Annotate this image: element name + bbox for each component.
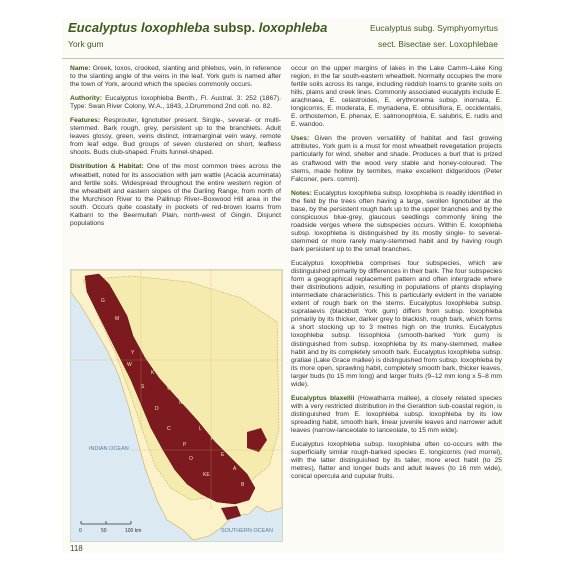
paragraph-label: Name: [70, 65, 91, 72]
section-label: sect. Bisectae ser. Loxophlebae [377, 39, 498, 49]
scale-label-100: 100 km [125, 528, 142, 534]
paragraph-label: Features: [70, 117, 101, 125]
paragraph-label: Eucalyptus blaxellii [291, 394, 355, 402]
map-marker: Y [131, 350, 135, 356]
page-number: 118 [70, 544, 83, 553]
right-paragraph [291, 190, 502, 254]
map-marker: E [221, 452, 225, 458]
map-marker: M [115, 316, 120, 322]
scale-label-0: 0 [79, 528, 82, 534]
paragraph-label: Notes: [291, 189, 312, 197]
paragraph-label: Authority: [70, 95, 102, 103]
map-marker: H [221, 422, 225, 428]
right-column [291, 65, 502, 487]
paragraph-text: Resprouter, lignotuber present. Single-, several- or multi-stemmed. Bark rough, grey, persistent up to the branchlets. Adult leaves glossy, green, veins distinct, intramarginal vein wavy, remote from leaf edge. Bud groups of seven clustered on short, leafless shoots. Buds club-shaped. Fruits funnel-shaped. [70, 117, 281, 157]
ocean-label-southern: SOUTHERN OCEAN [221, 528, 273, 534]
paragraph-text: One of the most common trees across the wheatbelt, noted for its association with jam wattle (Acacia acuminata) and fertile soils. Widespread throughout the entire western region of the wheatbelt and eastern slopes of the Darling Range, from north of the Murchison River to the Pallinup River–Boxwood Hill area in the south. Occurs quite coastally in pockets of red-brown loams from Kalbarri to the Beermullah Plain, north-west of Gingin. Disjunct populations [70, 163, 282, 227]
right-paragraph [291, 260, 502, 389]
map-marker: C [167, 426, 171, 432]
species-title [68, 20, 327, 35]
map-marker: L [199, 426, 202, 432]
map-marker: N [179, 400, 183, 406]
map-svg [71, 270, 282, 541]
scale-label-50: 50 [101, 528, 107, 534]
paragraph-text: Eucalyptus loxophleba Benth., Fl. Austral. 3: 252 (1867). Type: Swan River Colony, W.A., 1843, J.Drummond 2nd coll. no. 82. [70, 95, 281, 111]
title-genus-species: Eucalyptus loxophleba [68, 20, 210, 35]
map-marker: R [211, 436, 215, 442]
right-paragraph [291, 441, 502, 481]
paragraph-text: Greek, loxos, crooked, slanting and phlebos, vein, in reference to the slanting angle of the veins in the leaf. York gum is named after the town of York, around which the species commonly occurs. [70, 65, 281, 89]
title-subspecies: loxophleba [258, 20, 328, 35]
scale-bar [79, 521, 141, 534]
map-marker: KE [203, 472, 210, 478]
map-marker: B [241, 482, 245, 488]
map-marker: W [127, 362, 132, 368]
map-marker: O [189, 456, 193, 462]
paragraph-text: occur on the upper margins of lakes in the Lake Camm–Lake King region, in the far south-eastern wheatbelt. Normally occupies the more fertile soils across its range, including reddish loams to granite soils on hills, plains and creek lines. Commonly associated eucalypts include E. arachnaea, E. celastroides, E. erythronema subsp. inornata, E. longicornis, E. moderata, E. myriadena, E. obtusiflora, E. occidentalis, E. orthostemon, E. phenax, E. salmonophloia, E. salubris, E. rudis and E. wandoo. [291, 65, 502, 129]
paragraph-text: (Howatharra mallee), a closely related species with a very restricted distribution in the Geraldton sub-coastal region, is distinguished from E. loxophleba subsp. loxophleba by its low spreading habit, smooth bark, linear juvenile leaves and narrower adult leaves (narrow-lanceolate to lanceolate, to 15 mm wide). [291, 394, 502, 434]
paragraph-label: Distribution & Habitat: [70, 163, 144, 171]
left-paragraph [70, 95, 281, 111]
right-paragraph [291, 395, 502, 435]
common-name: York gum [68, 39, 104, 49]
paragraph-text: Eucalyptus loxophleba subsp. loxophleba often co-occurs with the superficially similar rough-barked species E. longicornis (red morrel), with the latter distinguished by its taller, more erect habit (to 25 metres), flatter and longer buds and adult leaves (to 16 mm wide), conical opercula and cupular fruits. [291, 441, 502, 481]
map-marker: KI [191, 408, 196, 414]
left-column [70, 65, 281, 234]
right-paragraph [291, 135, 502, 183]
left-paragraph [70, 65, 281, 89]
distribution-map [70, 269, 283, 542]
paragraph-text: Eucalyptus loxophleba comprises four subspecies, which are distinguished primarily by differences in their bark. The four subspecies form a geographical replacement pattern and often intergrade where their distributions adjoin, resulting in populations of plants displaying intermediate characteristics. This is particularly evident in the variable extent of rough bark on the stems. Eucalyptus loxophleba subsp. supralaevis (blackbutt York gum) differs from subsp. loxophleba primarily by its thicker, darker grey to blackish, rough bark, which forms a short stocking up to 3 metres high on the trunks. Eucalyptus loxophleba subsp. lissophloia (smooth-barked York gum) is distinguished from subsp. loxophleba by its many-stemmed, mallee habit and by its completely smooth bark. Eucalyptus loxophleba subsp. gratiae (Lake Grace mallee) is distinguished from subsp. loxophleba by its more open, sprawling habit, completely smooth bark, thicker leaves, larger buds (to 15 mm long) and larger fruits (9–12 mm long x 5–8 mm wide). [291, 260, 502, 388]
title-rank: subsp. [209, 20, 259, 35]
left-paragraph [70, 117, 281, 157]
paragraph-text: Eucalyptus loxophleba subsp. loxophleba is readily identified in the field by the trees often having a large, swollen lignotuber at the base, by the persistent rough bark up to the upper branches and by the conspicuous blue-grey, glaucous seedlings commonly lining the roadside verges where the subspecies occurs. Within E. loxophleba subsp. loxophleba is distinguished by its mostly single- to several-stemmed or more rarely many-stemmed habit and by having rough bark persistent up to the small branches. [291, 189, 502, 253]
map-marker: T [159, 352, 163, 358]
species-header [62, 18, 504, 59]
left-paragraph [70, 163, 281, 227]
map-marker: A [233, 466, 237, 472]
map-marker: S [141, 384, 145, 390]
subgenus-label: Eucalyptus subg. Symphyomyrtus [369, 23, 498, 33]
paragraph-label: Uses: [291, 135, 310, 143]
map-marker: WH [167, 386, 176, 392]
map-marker: P [183, 442, 187, 448]
right-paragraph [291, 65, 502, 129]
map-marker: G [101, 298, 105, 304]
map-marker: D [155, 406, 159, 412]
paragraph-text: Given the proven versatility of habitat and fast growing attributes, York gum is a must for most wheatbelt revegetation projects particularly for wind, shelter and shade. Produces a burl that is prized as craftwood with the wood very stable and honey-coloured. The stems, made hollow by termites, make excellent didgeridoos (Peter Falconer, pers. comm). [291, 135, 502, 183]
map-marker: K [151, 370, 155, 376]
book-page [62, 18, 504, 553]
ocean-label-indian: INDIAN OCEAN [89, 446, 129, 452]
